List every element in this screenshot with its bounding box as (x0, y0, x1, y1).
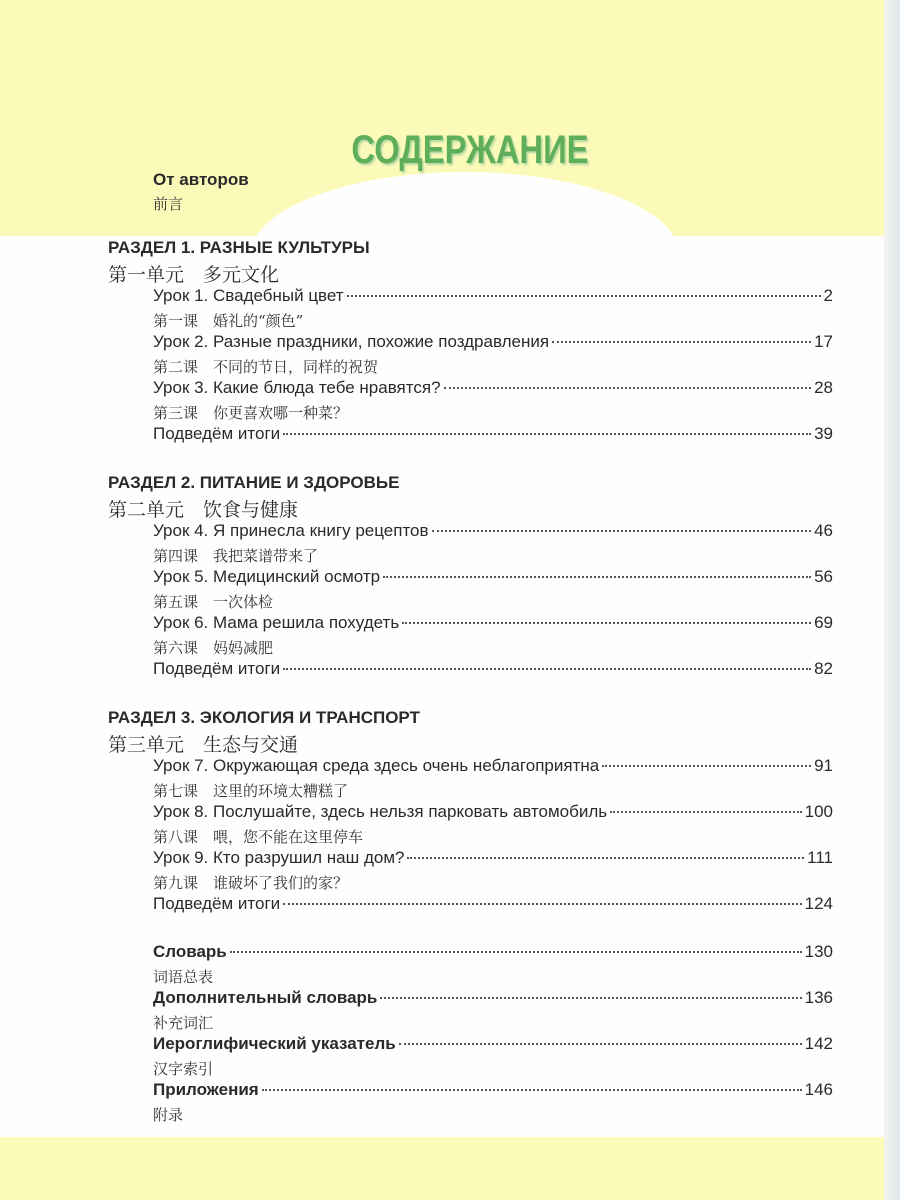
lesson-entry[interactable] (153, 286, 833, 306)
lesson-entry[interactable] (153, 756, 833, 776)
dot-leader (552, 341, 811, 343)
dot-leader (602, 765, 811, 767)
lesson-cn: 第八课 喂，您不能在这里停车 (153, 828, 364, 846)
lesson-entry-page: 46 (814, 521, 833, 540)
lesson-entry-label: Урок 5. Медицинский осмотр (153, 567, 381, 586)
summary-entry[interactable] (153, 659, 833, 679)
lesson-entry-label: Урок 2. Разные праздники, похожие поздравления (153, 332, 550, 351)
summary-entry-page: 82 (814, 659, 833, 678)
dot-leader (399, 1043, 802, 1045)
lesson-entry-page: 100 (804, 802, 833, 821)
section-heading: РАЗДЕЛ 2. ПИТАНИЕ И ЗДОРОВЬЕ (108, 473, 400, 492)
lesson-entry-label: Урок 4. Я принесла книгу рецептов (153, 521, 429, 540)
dot-leader (283, 433, 811, 435)
dot-leader (283, 668, 811, 670)
lesson-cn: 第二课 不同的节日，同样的祝贺 (153, 358, 379, 376)
dot-leader (347, 295, 821, 297)
section-heading: РАЗДЕЛ 3. ЭКОЛОГИЯ И ТРАНСПОРТ (108, 708, 420, 727)
dot-leader (283, 903, 801, 905)
appendix-entry-page: 146 (804, 1080, 833, 1099)
bottom-decor-band (0, 1137, 900, 1200)
lesson-entry-page: 17 (814, 332, 833, 351)
lesson-entry[interactable] (153, 521, 833, 541)
lesson-entry-page: 56 (814, 567, 833, 586)
summary-entry[interactable] (153, 424, 833, 444)
dot-leader (380, 997, 801, 999)
lesson-entry-label: Урок 1. Свадебный цвет (153, 286, 344, 305)
lesson-entry-page: 28 (814, 378, 833, 397)
appendix-entry-page: 130 (804, 942, 833, 961)
appendix-cn: 补充词汇 (153, 1014, 214, 1032)
appendix-entry-label: Дополнительный словарь (153, 988, 378, 1007)
lesson-entry-label: Урок 3. Какие блюда тебе нравятся? (153, 378, 441, 397)
lesson-entry[interactable] (153, 848, 833, 868)
summary-entry-page: 39 (814, 424, 833, 443)
page-title: СОДЕРЖАНИЕ (351, 128, 589, 172)
appendix-entry-page: 136 (804, 988, 833, 1007)
dot-leader (610, 811, 801, 813)
lesson-entry-label: Урок 8. Послушайте, здесь нельзя парковать автомобиль (153, 802, 608, 821)
preface-cn: 前言 (153, 195, 184, 213)
unit-heading-cn: 第二单元 饮食与健康 (108, 499, 299, 521)
summary-entry[interactable] (153, 894, 833, 914)
dot-leader (262, 1089, 802, 1091)
lesson-cn: 第一课 婚礼的“颜色” (153, 312, 304, 330)
appendix-entry[interactable] (153, 988, 833, 1008)
unit-heading-cn: 第一单元 多元文化 (108, 264, 280, 286)
appendix-entry-page: 142 (804, 1034, 833, 1053)
lesson-entry-page: 2 (823, 286, 833, 305)
summary-entry-label: Подведём итоги (153, 424, 281, 443)
appendix-cn: 词语总表 (153, 968, 214, 986)
lesson-entry[interactable] (153, 613, 833, 633)
lesson-cn: 第三课 你更喜欢哪一种菜？ (153, 404, 349, 422)
appendix-cn: 附录 (153, 1106, 184, 1124)
lesson-entry-label: Урок 9. Кто разрушил наш дом? (153, 848, 405, 867)
page-edge (884, 0, 900, 1200)
summary-entry-page: 124 (804, 894, 833, 913)
lesson-cn: 第七课 这里的环境太糟糕了 (153, 782, 349, 800)
dot-leader (402, 622, 811, 624)
lesson-cn: 第九课 谁破坏了我们的家？ (153, 874, 349, 892)
appendix-entry-label: Приложения (153, 1080, 259, 1099)
lesson-entry[interactable] (153, 378, 833, 398)
lesson-entry-page: 69 (814, 613, 833, 632)
lesson-entry-label: Урок 6. Мама решила похудеть (153, 613, 400, 632)
summary-entry-label: Подведём итоги (153, 659, 281, 678)
preface-ru: От авторов (153, 170, 249, 189)
dot-leader (444, 387, 812, 389)
lesson-cn: 第六课 妈妈减肥 (153, 639, 274, 657)
appendix-entry[interactable] (153, 942, 833, 962)
unit-heading-cn: 第三单元 生态与交通 (108, 734, 299, 756)
lesson-cn: 第五课 一次体检 (153, 593, 274, 611)
lesson-cn: 第四课 我把菜谱带来了 (153, 547, 319, 565)
section-heading: РАЗДЕЛ 1. РАЗНЫЕ КУЛЬТУРЫ (108, 238, 370, 257)
summary-entry-label: Подведём итоги (153, 894, 281, 913)
lesson-entry-page: 91 (814, 756, 833, 775)
appendix-entry[interactable] (153, 1034, 833, 1054)
dot-leader (407, 857, 804, 859)
lesson-entry-label: Урок 7. Окружающая среда здесь очень неблагоприятна (153, 756, 600, 775)
dot-leader (230, 951, 802, 953)
appendix-cn: 汉字索引 (153, 1060, 214, 1078)
lesson-entry[interactable] (153, 802, 833, 822)
lesson-entry[interactable] (153, 332, 833, 352)
dot-leader (432, 530, 812, 532)
dot-leader (383, 576, 811, 578)
appendix-entry[interactable] (153, 1080, 833, 1100)
appendix-entry-label: Иероглифический указатель (153, 1034, 396, 1053)
appendix-entry-label: Словарь (153, 942, 227, 961)
lesson-entry[interactable] (153, 567, 833, 587)
lesson-entry-page: 111 (807, 848, 833, 867)
